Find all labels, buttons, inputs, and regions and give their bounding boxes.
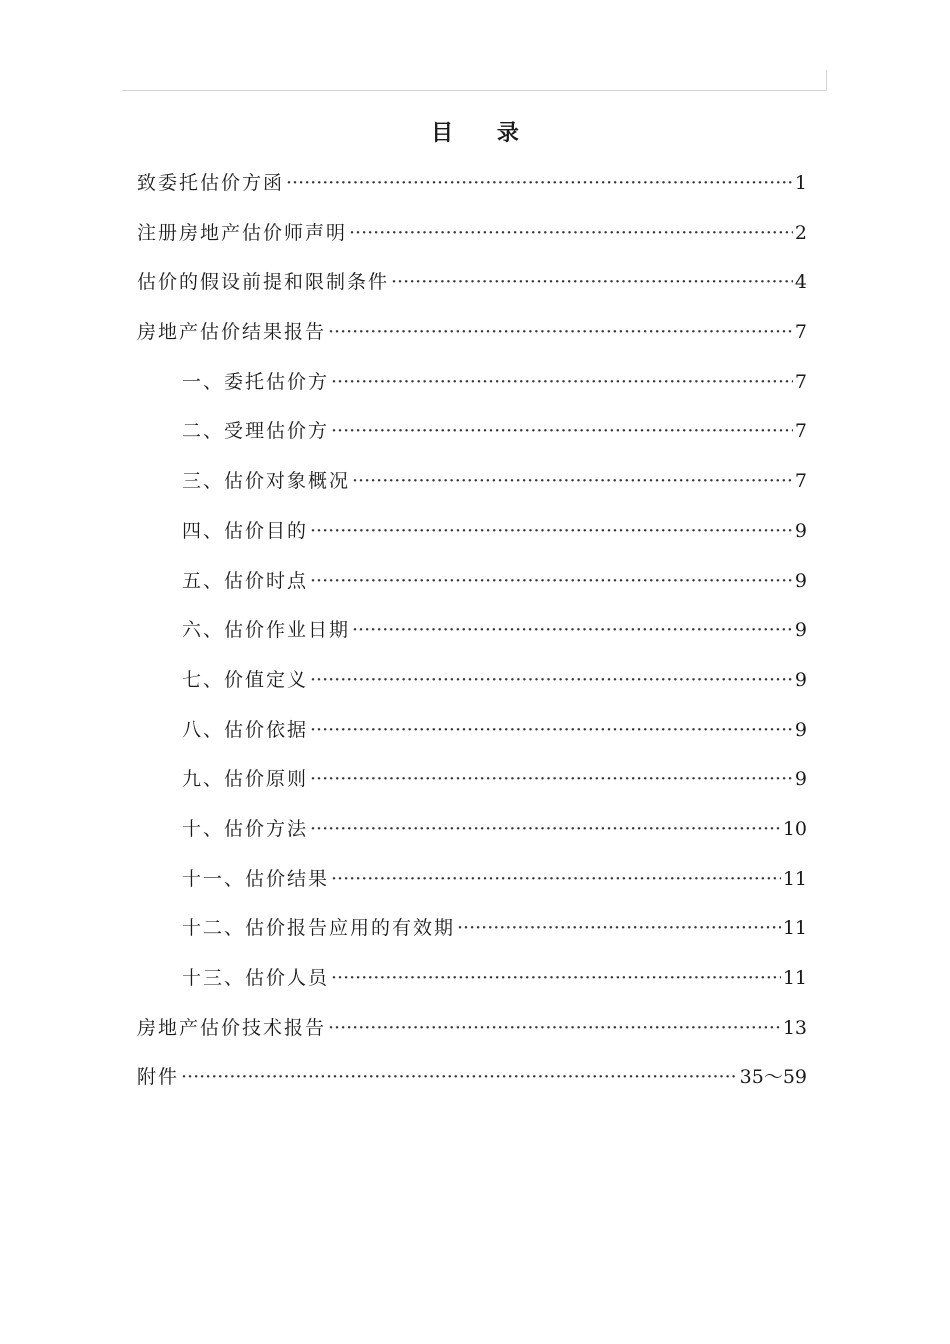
toc-page-number: 9 — [794, 768, 807, 791]
toc-dot-leader — [331, 864, 781, 894]
header-rule — [122, 90, 827, 91]
toc-entry[interactable] — [137, 913, 807, 963]
toc-page-number: 35～59 — [739, 1066, 807, 1089]
toc-entry[interactable] — [137, 1062, 807, 1112]
toc-dot-leader — [310, 764, 793, 794]
toc-entry-label: 十、估价方法 — [182, 817, 309, 840]
toc-page-number: 9 — [794, 668, 807, 691]
toc-dot-leader — [391, 267, 793, 297]
toc-dot-leader — [310, 566, 793, 596]
toc-page-number: 13 — [782, 1016, 807, 1039]
toc-entry[interactable] — [137, 367, 807, 417]
toc-entry[interactable] — [137, 814, 807, 864]
toc-entry[interactable] — [137, 864, 807, 914]
toc-entry-label: 六、估价作业日期 — [182, 619, 351, 642]
toc-entry[interactable] — [137, 615, 807, 665]
toc-dot-leader — [310, 715, 793, 745]
toc-entry-label: 三、估价对象概况 — [182, 470, 351, 493]
toc-dot-leader — [349, 218, 793, 248]
toc-entry-label: 九、估价原则 — [182, 768, 309, 791]
toc-page-number: 9 — [794, 619, 807, 642]
toc-page-number: 7 — [794, 370, 807, 393]
toc-entry[interactable] — [137, 218, 807, 268]
toc-entry[interactable] — [137, 665, 807, 715]
toc-dot-leader — [328, 1013, 781, 1043]
toc-entry-label: 一、委托估价方 — [182, 370, 330, 393]
toc-entry[interactable] — [137, 715, 807, 765]
toc-page-number: 11 — [782, 967, 807, 989]
toc-page-number: 4 — [794, 271, 807, 294]
toc-entry-label: 致委托估价方函 — [137, 172, 285, 194]
toc-entry-label: 房地产估价结果报告 — [137, 321, 327, 344]
toc-entry[interactable] — [137, 963, 807, 1013]
toc-entry[interactable] — [137, 168, 807, 218]
toc-page-number: 9 — [794, 569, 807, 592]
toc-page-number: 7 — [794, 321, 807, 344]
toc-entry-label: 房地产估价技术报告 — [137, 1016, 327, 1039]
toc-dot-leader — [310, 516, 793, 546]
toc-entry-label: 十一、估价结果 — [182, 867, 330, 890]
toc-page-number: 11 — [782, 917, 807, 940]
toc-dot-leader — [181, 1062, 738, 1092]
toc-entry[interactable] — [137, 267, 807, 317]
toc-entry-label: 四、估价目的 — [182, 519, 309, 542]
toc-page-number: 2 — [794, 221, 807, 244]
toc-dot-leader — [331, 416, 793, 446]
toc-entry[interactable] — [137, 317, 807, 367]
toc-entry[interactable] — [137, 1013, 807, 1063]
toc-dot-leader — [328, 317, 793, 347]
toc-entry-label: 八、估价依据 — [182, 718, 309, 741]
toc-dot-leader — [310, 814, 781, 844]
toc-dot-leader — [310, 665, 793, 695]
toc-title: 目 录 — [431, 120, 537, 146]
toc-dot-leader — [331, 367, 793, 397]
toc-dot-leader — [352, 466, 793, 496]
toc-list — [137, 168, 807, 1112]
toc-dot-leader — [286, 168, 793, 198]
toc-entry-label: 二、受理估价方 — [182, 420, 330, 443]
toc-page-number: 7 — [794, 420, 807, 443]
toc-entry-label: 五、估价时点 — [182, 569, 309, 592]
toc-dot-leader — [352, 615, 793, 645]
toc-entry[interactable] — [137, 466, 807, 516]
toc-entry[interactable] — [137, 764, 807, 814]
toc-entry[interactable] — [137, 566, 807, 616]
toc-dot-leader — [331, 963, 781, 993]
toc-entry-label: 估价的假设前提和限制条件 — [137, 271, 390, 294]
toc-page-number: 1 — [794, 172, 807, 194]
toc-entry-label: 十三、估价人员 — [182, 967, 330, 989]
toc-entry[interactable] — [137, 516, 807, 566]
toc-entry-label: 七、价值定义 — [182, 668, 309, 691]
toc-page-number: 11 — [782, 867, 807, 890]
toc-page-number: 7 — [794, 470, 807, 493]
toc-entry-label: 注册房地产估价师声明 — [137, 221, 348, 244]
header-corner-mark — [826, 70, 827, 91]
toc-page-number: 10 — [782, 817, 807, 840]
toc-dot-leader — [457, 913, 781, 943]
toc-entry-label: 附件 — [137, 1066, 180, 1089]
toc-page-number: 9 — [794, 519, 807, 542]
toc-entry-label: 十二、估价报告应用的有效期 — [182, 917, 456, 940]
toc-entry[interactable] — [137, 416, 807, 466]
toc-page-number: 9 — [794, 718, 807, 741]
